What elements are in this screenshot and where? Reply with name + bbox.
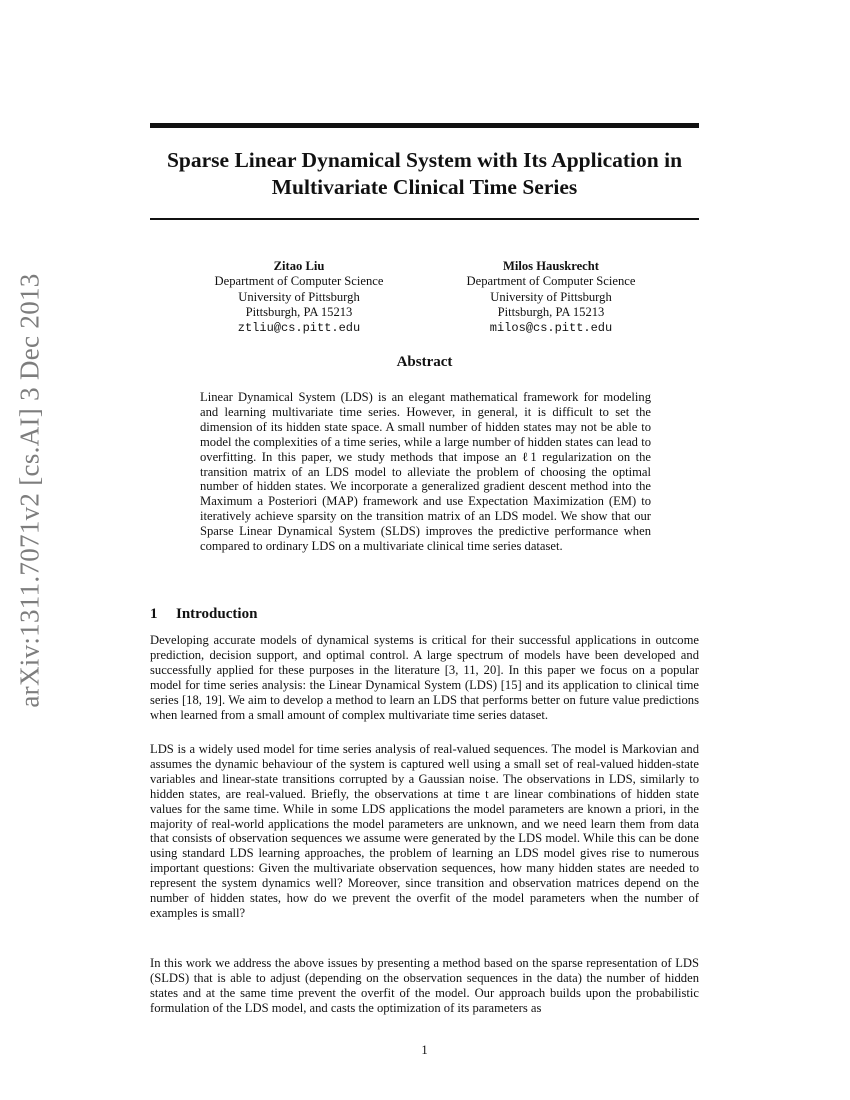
page-number: 1 [421,1043,428,1057]
author-name: Milos Hauskrecht [503,259,599,273]
author-department: Department of Computer Science [466,274,636,289]
author-email: milos@cs.pitt.edu [489,320,613,335]
body-paragraph: Developing accurate models of dynamical systems is critical for their successful applications in outcome prediction, decision support, and optimal control. A large spectrum of models have been developed and successfully applied for these purposes in the literature [3, 11, 20]. In this paper we focus on a popular model for time series analysis: the Linear Dynamical System (LDS) [15] and its application to clinical time series [18, 19]. We aim to develop a method to learn an LDS that performs better on future value predictions when learned from a small amount of complex multivariate time series dataset. [150,633,699,722]
section-heading [150,605,699,623]
arxiv-stamp [8,270,52,710]
body-paragraph: LDS is a widely used model for time series analysis of real-valued sequences. The model is Markovian and assumes the dynamic behaviour of the system is captured well using a small set of real-valued hidden-state variables and linear-state transitions corrupted by a Gaussian noise. The observations in LDS, similarly to hidden states, are real-valued. Briefly, the observations at time t are linear combinations of hidden state values for the same time. While in some LDS applications the model parameters are known a priori, in the majority of real-world applications the model parameters are unknown, and we need learn them from data that consists of observation sequences we assume were generated by the LDS model. While this can be done using standard LDS learning approaches, the problem of learning an LDS model gives rise to numerous important questions: Given the multivariate observation sequences, how many hidden states are needed to represent the system dynamics well? Moreover, since transition and observation matrices depend on the number of hidden states, how do we prevent the overfit of the model parameters when the number of examples is small? [150,742,699,920]
arxiv-identifier: arXiv:1311.7071v2 [cs.AI] 3 Dec 2013 [14,272,45,708]
title-bottom-rule [150,218,699,220]
author-city: Pittsburgh, PA 15213 [497,305,605,320]
author-city: Pittsburgh, PA 15213 [245,305,353,320]
author-email: ztliu@cs.pitt.edu [237,320,361,335]
author-university: University of Pittsburgh [490,289,612,304]
paper-title: Sparse Linear Dynamical System with Its Application in Multivariate Clinical Time Series [166,148,683,199]
abstract-text: Linear Dynamical System (LDS) is an elegant mathematical framework for modeling and learning multivariate time series. However, in general, it is difficult to set the dimension of its hidden state space. A small number of hidden states may not be able to model the complexities of a time series, while a large number of hidden states can lead to overfitting. In this paper, we study methods that impose an ℓ1 regularization on the transition matrix of an LDS model to alleviate the problem of choosing the optimal number of hidden states. We incorporate a generalized gradient descent method into the Maximum a Posteriori (MAP) framework and use Expectation Maximization (EM) to iteratively achieve sparsity on the transition matrix of an LDS model. We show that our Sparse Linear Dynamical System (SLDS) improves the predictive performance when compared to ordinary LDS on a multivariate clinical time series dataset. [200,390,651,554]
author-name: Zitao Liu [273,259,325,273]
author-block [436,259,666,336]
abstract-heading: Abstract [396,354,453,370]
section-title: Introduction [176,606,258,622]
author-department: Department of Computer Science [214,274,384,289]
author-block [184,259,414,336]
title-top-rule [150,123,699,128]
section-number: 1 [150,606,158,622]
author-university: University of Pittsburgh [238,289,360,304]
body-paragraph: In this work we address the above issues by presenting a method based on the sparse representation of LDS (SLDS) that is able to adjust (depending on the observation sequences in the data) the number of hidden states and at the same time prevent the overfit of the model. Our approach builds upon the probabilistic formulation of the LDS model, and casts the optimization of its parameters as [150,956,699,1015]
